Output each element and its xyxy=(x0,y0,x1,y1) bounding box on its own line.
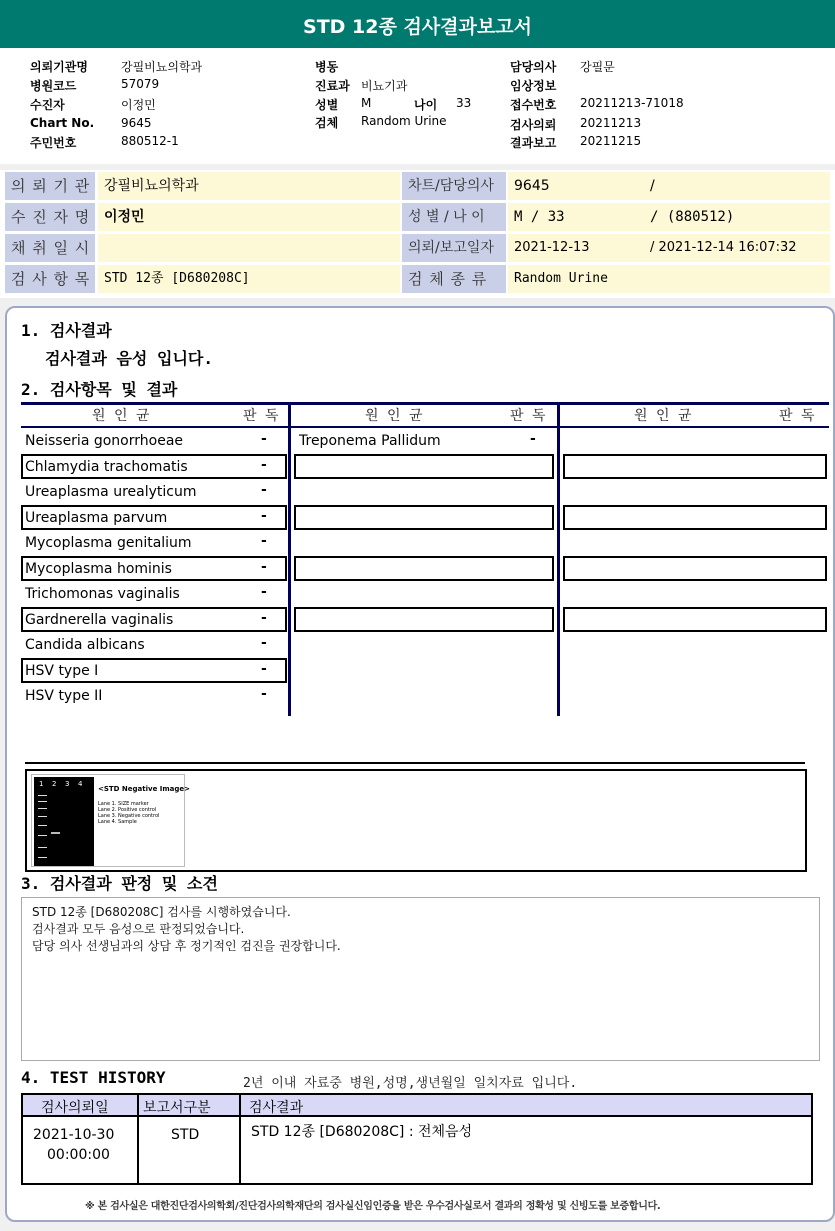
history-header: 검사결과 xyxy=(249,1100,304,1116)
organism-result: - xyxy=(261,559,267,575)
info-label: 결과보고 xyxy=(510,136,557,150)
opinion-textarea[interactable] xyxy=(21,897,820,1061)
gel-legend-item: Lane 4. Sample xyxy=(98,819,137,825)
organism-name: Ureaplasma parvum xyxy=(25,510,168,526)
row-box xyxy=(563,607,827,632)
grid-label: 채 취 일 시 xyxy=(5,234,95,262)
organism-result: - xyxy=(261,686,267,702)
info-label: 임상정보 xyxy=(510,79,557,93)
organism-name: Gardnerella vaginalis xyxy=(25,612,174,628)
info-value: 9645 xyxy=(121,116,152,130)
info-label: 담당의사 xyxy=(510,60,557,74)
history-time: 00:00:00 xyxy=(47,1147,110,1163)
report-info xyxy=(0,48,835,164)
col-header-organism: 원 인 균 xyxy=(634,408,694,424)
grid-value: M / 33 xyxy=(514,209,565,225)
row-box xyxy=(294,505,554,530)
report-title: STD 12종 검사결과보고서 xyxy=(0,0,835,48)
row-box xyxy=(294,607,554,632)
organism-name: Ureaplasma urealyticum xyxy=(25,484,197,500)
gel-band xyxy=(38,808,47,809)
gel-legend-item: Lane 2. Positive control xyxy=(98,807,157,813)
info-value: 33 xyxy=(456,96,472,110)
separator-line xyxy=(25,762,805,764)
info-label: 병동 xyxy=(315,60,339,74)
info-value: M xyxy=(361,96,372,110)
grid-value-cell xyxy=(508,203,830,231)
info-label: 의뢰기관명 xyxy=(30,60,88,74)
history-table xyxy=(21,1093,813,1185)
info-label: 수진자 xyxy=(30,98,65,112)
gel-band xyxy=(38,816,47,817)
history-header-row xyxy=(23,1095,811,1117)
gel-image-frame xyxy=(25,769,807,872)
organism-name: Chlamydia trachomatis xyxy=(25,459,188,475)
section1-summary: 검사결과 음성 입니다. xyxy=(45,349,214,368)
info-value: 비뇨기과 xyxy=(361,79,408,93)
gel-band xyxy=(38,801,47,802)
column-divider xyxy=(557,402,560,716)
row-box xyxy=(294,556,554,581)
section2-title: 2. 검사항목 및 결과 xyxy=(21,380,178,399)
history-date: 2021-10-30 xyxy=(33,1127,115,1143)
col-header-organism: 원 인 균 xyxy=(92,408,152,424)
organism-name: HSV type II xyxy=(25,688,103,704)
grid-value: / xyxy=(650,178,655,194)
info-value: 20211213 xyxy=(580,116,642,130)
info-label: 병원코드 xyxy=(30,79,77,93)
info-value: 이정민 xyxy=(121,98,156,112)
grid-label: 검 체 종 류 xyxy=(402,265,506,293)
organism-result: - xyxy=(261,661,267,677)
info-value: 20211213-71018 xyxy=(580,96,684,110)
grid-value: Random Urine xyxy=(514,271,608,286)
organism-result: - xyxy=(261,482,267,498)
organism-result: - xyxy=(261,635,267,651)
gel-band xyxy=(38,857,47,858)
gel-legend-item: Lane 3. Negative control xyxy=(98,813,160,819)
col-header-result: 판 독 xyxy=(779,408,817,424)
history-header: 보고서구분 xyxy=(143,1100,211,1116)
row-box xyxy=(563,556,827,581)
grid-label: 의 뢰 기 관 xyxy=(5,172,95,200)
info-label: 검체 xyxy=(315,116,339,130)
grid-value-cell xyxy=(508,172,830,200)
info-label: 접수번호 xyxy=(510,98,557,112)
info-value: 880512-1 xyxy=(121,134,179,148)
gel-legend-item: Lane 1. SIZE marker xyxy=(98,801,149,807)
lane-label: 2 xyxy=(52,780,57,788)
gel-band xyxy=(38,847,47,848)
info-label: 나이 xyxy=(414,98,438,112)
grid-value-cell xyxy=(508,234,830,262)
grid-value: 9645 xyxy=(514,178,550,194)
info-label: 성별 xyxy=(315,98,339,112)
info-label: 진료과 xyxy=(315,79,350,93)
col-header-organism: 원 인 균 xyxy=(365,408,425,424)
gel-band xyxy=(51,832,60,834)
organism-result: - xyxy=(261,533,267,549)
organism-result: - xyxy=(261,610,267,626)
grid-value: 2021-12-13 xyxy=(514,240,590,255)
organism-name: Trichomonas vaginalis xyxy=(25,586,180,602)
grid-value: / 2021-12-14 16:07:32 xyxy=(650,240,797,255)
info-label: 주민번호 xyxy=(30,136,77,150)
organism-result: - xyxy=(530,431,536,447)
history-col-divider xyxy=(137,1095,139,1183)
grid-value-cell xyxy=(508,265,830,293)
organism-result: - xyxy=(261,584,267,600)
grid-label: 차트/담당의사 xyxy=(402,172,506,200)
grid-label: 수 진 자 명 xyxy=(5,203,95,231)
grid-value xyxy=(98,234,400,262)
row-box xyxy=(563,505,827,530)
info-value: Random Urine xyxy=(361,114,447,128)
section1-title: 1. 검사결과 xyxy=(21,321,112,340)
grid-label: 의뢰/보고일자 xyxy=(402,234,506,262)
organism-name: Treponema Pallidum xyxy=(299,433,441,449)
gel-band xyxy=(38,795,47,796)
patient-grid xyxy=(0,170,835,298)
organism-name: Candida albicans xyxy=(25,637,145,653)
row-box xyxy=(563,454,827,479)
lane-label: 4 xyxy=(78,780,83,788)
grid-value: / (880512) xyxy=(650,209,735,225)
gel-title: <STD Negative Image> xyxy=(98,785,191,793)
table-header-rule xyxy=(21,426,829,428)
organism-name: HSV type I xyxy=(25,663,99,679)
info-value: 20211215 xyxy=(580,134,642,148)
column-divider xyxy=(288,402,291,716)
section3-title: 3. 검사결과 판정 및 소견 xyxy=(21,874,218,893)
organism-name: Mycoplasma hominis xyxy=(25,561,172,577)
footer-certification: ※ 본 검사실은 대한진단검사의학회/진단검사의학재단의 검사실신임인증을 받은 우수검사실로서 결과의 정확성 및 신빙도를 보증합니다. xyxy=(85,1201,661,1212)
info-label: 검사의뢰 xyxy=(510,118,557,132)
gel-image xyxy=(31,774,191,867)
row-box xyxy=(294,454,554,479)
organism-result: - xyxy=(261,431,267,447)
history-type: STD xyxy=(171,1127,200,1143)
gel-band xyxy=(38,825,47,826)
info-value: 강필문 xyxy=(580,60,615,74)
history-header: 검사의뢰일 xyxy=(41,1100,109,1116)
info-value: 57079 xyxy=(121,77,160,91)
organism-name: Neisseria gonorrhoeae xyxy=(25,433,184,449)
col-header-result: 판 독 xyxy=(243,408,281,424)
organism-name: Mycoplasma genitalium xyxy=(25,535,192,551)
history-result: STD 12종 [D680208C] : 전체음성 xyxy=(251,1124,473,1140)
lane-label: 3 xyxy=(65,780,70,788)
history-note: 2년 이내 자료중 병원,성명,생년월일 일치자료 입니다. xyxy=(243,1076,578,1091)
lane-label: 1 xyxy=(39,780,44,788)
grid-value: 강필비뇨의학과 xyxy=(98,172,400,200)
grid-label: 검 사 항 목 xyxy=(5,265,95,293)
col-header-result: 판 독 xyxy=(510,408,548,424)
grid-value: STD 12종 [D680208C] xyxy=(98,265,400,293)
grid-label: 성 별 / 나 이 xyxy=(402,203,506,231)
organism-result: - xyxy=(261,457,267,473)
results-panel xyxy=(5,306,835,1222)
gel-lanes xyxy=(34,777,94,866)
organism-result: - xyxy=(261,508,267,524)
info-label: Chart No. xyxy=(30,116,95,130)
grid-value: 이정민 xyxy=(98,203,400,231)
section4-title: 4. TEST HISTORY xyxy=(21,1068,166,1087)
history-col-divider xyxy=(239,1095,241,1183)
gel-band xyxy=(38,835,47,836)
info-value: 강필비뇨의학과 xyxy=(121,60,203,74)
